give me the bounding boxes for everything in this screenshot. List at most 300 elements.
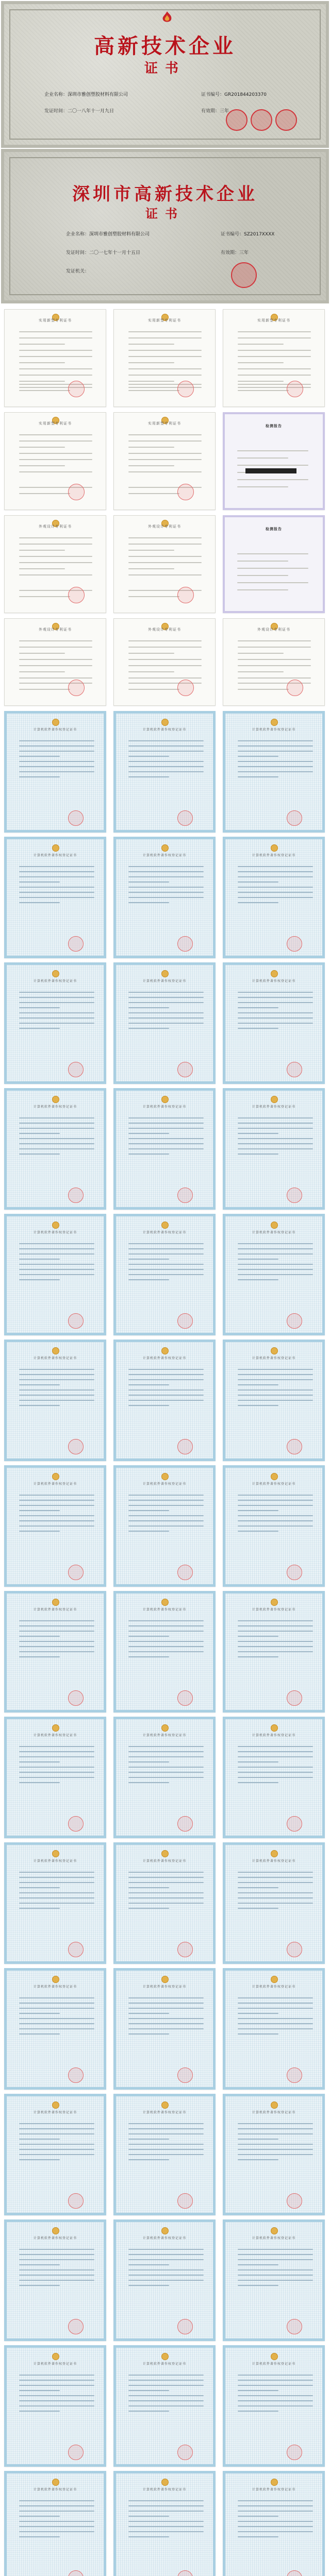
- text-line: [238, 897, 314, 898]
- text-line: [238, 1872, 314, 1873]
- text-line: [238, 1002, 314, 1003]
- text-line: [128, 659, 202, 660]
- text-line: [238, 1248, 314, 1249]
- text-line: [128, 887, 204, 888]
- official-seal: [177, 2067, 193, 2083]
- text-line: [128, 2390, 169, 2391]
- software-copyright-certificate: [223, 1591, 325, 1713]
- text-line: [128, 2269, 204, 2270]
- text-line: [238, 745, 314, 747]
- text-line: [128, 465, 174, 466]
- text-line: [237, 465, 309, 466]
- text-line: [128, 440, 202, 442]
- text-line: [238, 1746, 314, 1747]
- high-tech-certificate: [1, 1, 329, 148]
- text-line: [19, 550, 65, 551]
- text-line: [238, 1023, 314, 1024]
- certificate-heading: 计算机软件著作权登记证书: [142, 854, 186, 857]
- text-line: [19, 453, 93, 454]
- text-line: [19, 659, 93, 660]
- text-line: [238, 375, 311, 376]
- text-line: [128, 745, 204, 747]
- text-line: [238, 671, 284, 672]
- text-line: [128, 2264, 169, 2265]
- text-line: [19, 653, 65, 654]
- text-line: [238, 997, 314, 998]
- software-copyright-certificate: [4, 2345, 106, 2467]
- text-line: [19, 2269, 95, 2270]
- text-line: [128, 751, 204, 752]
- patent-certificate: [4, 618, 106, 706]
- text-line: [19, 2018, 95, 2019]
- official-seal: [177, 1942, 193, 1957]
- certificate-heading: 计算机软件著作权登记证书: [142, 979, 186, 983]
- text-line: [19, 2154, 95, 2155]
- software-copyright-certificate: [113, 837, 216, 958]
- text-line: [238, 1500, 314, 1501]
- text-line: [238, 1997, 314, 1998]
- text-line: [238, 2405, 314, 2406]
- test-report-document: [223, 515, 325, 613]
- software-copyright-certificate: [4, 1968, 106, 2090]
- text-line: [19, 745, 95, 747]
- text-line: [19, 1505, 95, 1506]
- text-line: [19, 876, 95, 877]
- text-line: [238, 2285, 278, 2286]
- national-emblem-icon: [271, 1599, 278, 1606]
- text-line: [128, 1631, 204, 1632]
- certificate-heading: 计算机软件著作权登记证书: [142, 2488, 186, 2492]
- text-line: [238, 876, 314, 877]
- certificate-heading: 计算机软件著作权登记证书: [33, 2488, 77, 2492]
- certificate-title: 深圳市高新技术企业: [72, 184, 258, 205]
- text-line: [128, 2259, 204, 2260]
- official-seal: [68, 587, 85, 603]
- text-line: [19, 1012, 95, 1013]
- official-seal: [68, 1188, 84, 1203]
- text-line: [19, 1018, 95, 1019]
- text-line: [238, 1756, 314, 1757]
- certificate-heading: 计算机软件著作权登记证书: [33, 1482, 77, 1486]
- text-line: [19, 1248, 95, 1249]
- text-line: [238, 2008, 314, 2009]
- text-line: [238, 1767, 314, 1768]
- text-line: [19, 2505, 95, 2506]
- text-line: [238, 2395, 314, 2396]
- text-line: [19, 776, 60, 777]
- official-seal: [68, 2067, 84, 2083]
- certificate-gallery: [0, 309, 330, 2576]
- software-copyright-certificate: [113, 1842, 216, 1964]
- certificate-heading: 计算机软件著作权登记证书: [252, 1231, 295, 1234]
- certificate-heading: 计算机软件著作权登记证书: [33, 2236, 77, 2240]
- national-emblem-icon: [161, 1599, 169, 1606]
- text-line: [128, 2013, 169, 2014]
- text-line: [238, 350, 311, 351]
- official-seal: [275, 109, 297, 131]
- certificate-heading: 计算机软件著作权登记证书: [33, 979, 77, 983]
- text-line: [238, 2023, 314, 2024]
- text-line: [128, 892, 204, 893]
- official-seal: [68, 1439, 84, 1454]
- text-line: [19, 1520, 95, 1521]
- text-line: [128, 1882, 204, 1883]
- software-copyright-certificate: [113, 711, 216, 833]
- text-line: [238, 2511, 314, 2512]
- text-line: [19, 1531, 60, 1532]
- software-copyright-certificate: [223, 711, 325, 833]
- software-copyright-certificate: [4, 711, 106, 833]
- certificate-heading: 计算机软件著作权登记证书: [252, 1357, 295, 1360]
- patent-certificate: [113, 412, 216, 510]
- text-line: [19, 751, 95, 752]
- text-line: [238, 344, 284, 345]
- text-line: [238, 766, 314, 767]
- text-line: [238, 2003, 314, 2004]
- text-line: [238, 689, 289, 690]
- text-line: [128, 1369, 204, 1370]
- text-line: [128, 459, 202, 460]
- text-line: [128, 2254, 204, 2255]
- certificate-heading: 实用新型专利证书: [39, 421, 72, 426]
- official-seal: [287, 810, 302, 826]
- text-line: [19, 640, 93, 641]
- text-line: [19, 2013, 60, 2014]
- text-line: [238, 1646, 314, 1647]
- text-line: [128, 2018, 204, 2019]
- official-seal: [68, 936, 84, 952]
- text-line: [238, 1772, 314, 1773]
- text-line: [128, 1264, 204, 1265]
- text-line: [128, 1259, 169, 1260]
- text-line: [238, 740, 314, 741]
- text-line: [238, 1636, 278, 1637]
- text-line: [128, 544, 202, 545]
- text-line: [128, 640, 202, 641]
- certificate-heading: 计算机软件著作权登记证书: [33, 1231, 77, 1234]
- text-line: [19, 1636, 60, 1637]
- official-seal: [287, 2193, 302, 2209]
- certificate-heading: 计算机软件著作权登记证书: [252, 728, 295, 732]
- text-line: [19, 362, 65, 363]
- text-line: [128, 689, 179, 690]
- text-line: [237, 486, 288, 487]
- certificate-heading: 外观设计专利证书: [257, 628, 290, 632]
- text-line: [238, 1782, 278, 1783]
- text-line: [238, 887, 314, 888]
- text-line: [128, 1274, 204, 1275]
- text-line: [238, 2249, 314, 2250]
- text-line: [238, 1128, 314, 1129]
- official-seal: [68, 810, 84, 826]
- text-line: [19, 344, 65, 345]
- text-line: [19, 902, 60, 903]
- text-line: [19, 1510, 60, 1511]
- national-emblem-icon: [161, 1976, 169, 1983]
- patent-certificate: [113, 515, 216, 613]
- text-line: [238, 1369, 314, 1370]
- field-company: 企业名称：深圳市雅创塑胶材料有限公司: [44, 92, 128, 97]
- text-line: [128, 2008, 204, 2009]
- text-line: [19, 2254, 95, 2255]
- official-seal: [68, 2193, 84, 2209]
- national-emblem-icon: [271, 1724, 278, 1732]
- official-seal: [287, 680, 303, 696]
- official-seal: [68, 1690, 84, 1706]
- text-line: [238, 1379, 314, 1380]
- text-line: [19, 375, 93, 376]
- national-emblem-icon: [52, 719, 59, 726]
- text-line: [19, 2511, 95, 2512]
- text-line: [238, 756, 278, 757]
- text-line: [238, 1625, 314, 1626]
- national-emblem-icon: [161, 1222, 169, 1229]
- high-tech-emblem-icon: [160, 10, 174, 24]
- text-line: [238, 1154, 278, 1155]
- software-copyright-certificate: [113, 2471, 216, 2576]
- certificate-heading: 外观设计专利证书: [39, 628, 72, 632]
- document-heading: 检测报告: [266, 424, 282, 428]
- official-seal: [177, 1439, 193, 1454]
- text-line: [128, 897, 204, 898]
- text-line: [238, 761, 314, 762]
- text-line: [128, 766, 204, 767]
- text-line: [238, 2149, 314, 2150]
- software-copyright-certificate: [113, 2345, 216, 2467]
- national-emblem-icon: [271, 1096, 278, 1103]
- text-line: [19, 2003, 95, 2004]
- text-line: [19, 1877, 95, 1878]
- text-line: [238, 1405, 278, 1406]
- certificate-heading: 计算机软件著作权登记证书: [142, 2111, 186, 2114]
- official-seal: [287, 1565, 302, 1580]
- text-line: [238, 2128, 314, 2129]
- national-emblem-icon: [52, 1850, 59, 1857]
- text-line: [128, 337, 202, 338]
- text-line: [238, 1877, 314, 1878]
- text-line: [238, 653, 284, 654]
- text-line: [238, 1761, 278, 1762]
- field-authority: 发证机关：: [66, 269, 90, 274]
- text-line: [128, 1500, 204, 1501]
- text-line: [238, 1751, 314, 1752]
- national-emblem-icon: [161, 2102, 169, 2109]
- text-line: [19, 537, 93, 538]
- text-line: [238, 1395, 314, 1396]
- text-line: [19, 1526, 95, 1527]
- national-emblem-icon: [52, 2102, 59, 2109]
- text-line: [19, 2123, 95, 2124]
- text-line: [19, 1872, 95, 1873]
- text-line: [238, 776, 278, 777]
- software-copyright-certificate: [113, 1340, 216, 1461]
- text-line: [238, 1148, 314, 1149]
- text-line: [238, 902, 278, 903]
- certificate-heading: 实用新型专利证书: [148, 318, 181, 323]
- text-line: [238, 2133, 314, 2134]
- text-line: [19, 1028, 60, 1029]
- certificate-heading: 计算机软件著作权登记证书: [252, 2362, 295, 2366]
- text-line: [128, 1143, 204, 1144]
- text-line: [19, 574, 93, 575]
- text-line: [19, 2526, 95, 2527]
- text-line: [19, 1882, 95, 1883]
- text-line: [238, 1505, 314, 1506]
- text-line: [128, 2133, 204, 2134]
- text-line: [238, 1620, 314, 1621]
- text-line: [238, 1887, 278, 1888]
- certificate-heading: 计算机软件著作权登记证书: [142, 1985, 186, 1989]
- text-line: [128, 1389, 204, 1391]
- official-seal: [177, 936, 193, 952]
- certificate-heading: 实用新型专利证书: [257, 318, 290, 323]
- text-line: [19, 2521, 95, 2522]
- text-line: [128, 2128, 204, 2129]
- text-line: [238, 2123, 314, 2124]
- text-line: [238, 892, 314, 893]
- certificate-heading: 计算机软件著作权登记证书: [142, 1734, 186, 1737]
- text-line: [19, 2264, 60, 2265]
- certificate-heading: 计算机软件著作权登记证书: [33, 1357, 77, 1360]
- text-line: [238, 1515, 314, 1516]
- text-line: [238, 1531, 278, 1532]
- text-line: [128, 1651, 204, 1652]
- text-line: [128, 2521, 204, 2522]
- national-emblem-icon: [271, 2102, 278, 2109]
- text-line: [19, 2008, 95, 2009]
- text-line: [128, 368, 202, 369]
- text-line: [128, 2280, 204, 2281]
- text-line: [128, 350, 202, 351]
- national-emblem-icon: [52, 1347, 59, 1354]
- field-cert-number: 证书编号：SZ2017XXXX: [221, 232, 275, 237]
- certificate-heading: 外观设计专利证书: [148, 524, 181, 529]
- national-emblem-icon: [52, 2227, 59, 2234]
- text-line: [19, 2023, 95, 2024]
- text-line: [238, 1400, 314, 1401]
- text-line: [238, 1253, 314, 1255]
- text-line: [128, 2505, 204, 2506]
- software-copyright-certificate: [4, 1842, 106, 1964]
- text-line: [128, 1877, 204, 1878]
- certificate-heading: 计算机软件著作权登记证书: [33, 854, 77, 857]
- text-line: [128, 677, 202, 679]
- certificate-heading: 计算机软件著作权登记证书: [142, 728, 186, 732]
- text-line: [19, 1243, 95, 1244]
- text-line: [19, 337, 93, 338]
- text-line: [19, 1756, 95, 1757]
- text-line: [128, 447, 174, 448]
- field-issue-date: 发证时间：二〇一七年十一月十五日: [66, 250, 141, 256]
- text-line: [128, 1123, 204, 1124]
- text-line: [19, 1620, 95, 1621]
- official-seal: [68, 484, 85, 500]
- text-line: [128, 1253, 204, 1255]
- text-line: [128, 2385, 204, 2386]
- official-seal: [68, 1062, 84, 1077]
- text-line: [238, 1018, 314, 1019]
- text-line: [19, 2144, 95, 2145]
- text-line: [128, 1761, 169, 1762]
- official-seal: [287, 1690, 302, 1706]
- text-line: [128, 434, 202, 435]
- text-line: [19, 1007, 60, 1008]
- text-line: [238, 2264, 278, 2265]
- software-copyright-certificate: [223, 962, 325, 1084]
- text-line: [19, 434, 93, 435]
- text-line: [128, 1756, 204, 1757]
- text-line: [128, 574, 202, 575]
- certificate-heading: 计算机软件著作权登记证书: [142, 2236, 186, 2240]
- text-line: [128, 1620, 204, 1621]
- official-seal: [177, 680, 194, 696]
- official-seal: [68, 2570, 84, 2576]
- official-seal: [177, 484, 194, 500]
- text-line: [128, 1520, 204, 1521]
- text-line: [128, 1248, 204, 1249]
- certificate-heading: 实用新型专利证书: [39, 318, 72, 323]
- official-seal: [68, 2319, 84, 2334]
- text-line: [238, 992, 314, 993]
- text-line: [237, 553, 309, 554]
- text-line: [128, 761, 204, 762]
- text-line: [19, 2249, 95, 2250]
- national-emblem-icon: [271, 719, 278, 726]
- text-line: [19, 647, 93, 648]
- text-line: [128, 871, 204, 872]
- text-line: [128, 756, 169, 757]
- national-emblem-icon: [161, 844, 169, 852]
- software-copyright-certificate: [4, 962, 106, 1084]
- national-emblem-icon: [52, 844, 59, 852]
- official-seal: [287, 1188, 302, 1203]
- text-line: [19, 2259, 95, 2260]
- text-line: [238, 368, 311, 369]
- text-line: [19, 871, 95, 872]
- software-copyright-certificate: [223, 1214, 325, 1335]
- text-line: [238, 1892, 314, 1893]
- text-line: [19, 1123, 95, 1124]
- text-line: [128, 1777, 204, 1778]
- patent-certificate: [4, 309, 106, 407]
- text-line: [238, 337, 311, 338]
- text-line: [238, 1123, 314, 1124]
- national-emblem-icon: [52, 1724, 59, 1732]
- text-line: [19, 887, 95, 888]
- test-report-document: [223, 412, 325, 510]
- text-line: [128, 2395, 204, 2396]
- text-line: [19, 1143, 95, 1144]
- text-line: [238, 1243, 314, 1244]
- text-line: [128, 331, 202, 332]
- software-copyright-certificate: [4, 1088, 106, 1210]
- text-line: [128, 1138, 204, 1139]
- national-emblem-icon: [161, 970, 169, 977]
- national-emblem-icon: [271, 844, 278, 852]
- text-line: [128, 653, 174, 654]
- text-line: [19, 2033, 60, 2035]
- text-line: [128, 1279, 169, 1280]
- text-line: [238, 866, 314, 867]
- text-line: [19, 1154, 60, 1155]
- certificate-heading: 计算机软件著作权登记证书: [252, 1482, 295, 1486]
- text-line: [19, 2280, 95, 2281]
- certificate-heading: 计算机软件著作权登记证书: [33, 2111, 77, 2114]
- text-line: [238, 1028, 278, 1029]
- software-copyright-certificate: [223, 837, 325, 958]
- text-line: [128, 1028, 169, 1029]
- certificate-heading: 计算机软件著作权登记证书: [252, 854, 295, 857]
